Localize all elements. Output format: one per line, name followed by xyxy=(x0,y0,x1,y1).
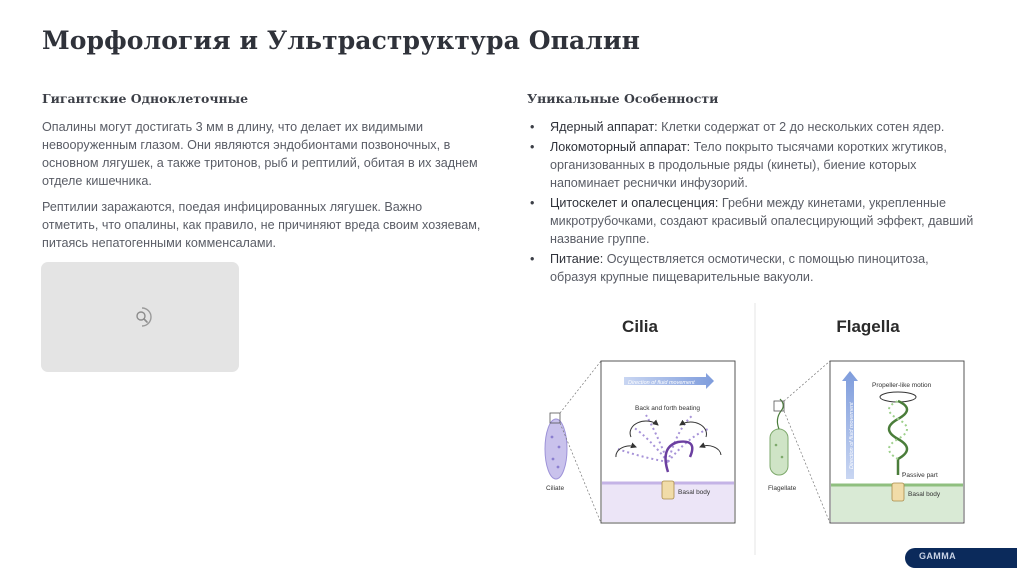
feature-term: Локомоторный аппарат: xyxy=(550,140,691,154)
bullet: • xyxy=(530,120,535,134)
flagella-basal-label: Basal body xyxy=(908,491,941,498)
ciliate-label: Ciliate xyxy=(546,485,565,492)
flagellate-cell xyxy=(770,399,788,475)
bullet: • xyxy=(530,140,535,154)
brand-badge[interactable] xyxy=(905,548,1017,568)
cilia-flow-label: Direction of fluid movement xyxy=(628,380,695,386)
brand-badge-text: GAMMA xyxy=(919,551,956,561)
left-heading: Гигантские Одноклеточные xyxy=(42,91,249,106)
flagellate-label: Flagellate xyxy=(768,485,797,492)
ciliate-cell xyxy=(545,413,567,479)
cilia-flagella-diagram xyxy=(528,297,980,559)
feature-item xyxy=(528,138,978,192)
left-paragraph-2: Рептилии заражаются, поедая инфицированных лягушек. Важно отметить, что опалины, как правило, не причиняют вреда своим хозяевам, питаясь непатогенными комменсалами. xyxy=(42,200,481,250)
feature-text: Тело покрыто тысячами коротких жгутиков, организованных в продольные ряды (кинеты), биение которых напоминает реснички инфузорий. xyxy=(550,140,947,190)
feature-term: Питание: xyxy=(550,252,604,266)
feature-text: Осуществляется осмотически, с помощью пиноцитоза, образуя крупные пищеварительные вакуоли. xyxy=(550,252,929,284)
passive-part-label: Passive part xyxy=(902,472,938,479)
cilia-basal-label: Basal body xyxy=(678,489,711,496)
flagella-basal-body xyxy=(892,483,904,501)
page-title: Морфология и Ультраструктура Опалин xyxy=(42,26,641,55)
beating-label: Back and forth beating xyxy=(635,405,701,412)
flagella-flow-label: Direction of fluid movement xyxy=(849,402,855,469)
loading-search-icon xyxy=(130,305,154,329)
cilia-flagella-figure xyxy=(528,297,980,559)
cilia-basal-body xyxy=(662,481,674,499)
right-heading: Уникальные Особенности xyxy=(527,91,719,106)
feature-item xyxy=(528,118,978,136)
left-paragraph-1: Опалины могут достигать 3 мм в длину, что делает их видимыми невооруженным глазом. Они являются эндобионтами позвоночных, в основном лягушек, а также тритонов, рыб и рептилий, обитая в их заднем отделе кишечника. xyxy=(42,120,478,188)
bullet: • xyxy=(530,196,535,210)
feature-item xyxy=(528,250,978,286)
cilia-title: Cilia xyxy=(622,317,658,336)
flagella-title: Flagella xyxy=(836,317,900,336)
propeller-label: Propeller-like motion xyxy=(872,382,932,389)
features-list xyxy=(528,118,978,288)
feature-text: Гребни между кинетами, укрепленные микротрубочками, создают красивый опалесцирующий эффект, давший название группе. xyxy=(550,196,974,246)
feature-item xyxy=(528,194,978,248)
image-placeholder xyxy=(41,262,239,372)
feature-text: Клетки содержат от 2 до нескольких сотен ядер. xyxy=(657,120,945,134)
bullet: • xyxy=(530,252,535,266)
feature-term: Цитоскелет и опалесценция: xyxy=(550,196,719,210)
feature-term: Ядерный аппарат: xyxy=(550,120,658,134)
